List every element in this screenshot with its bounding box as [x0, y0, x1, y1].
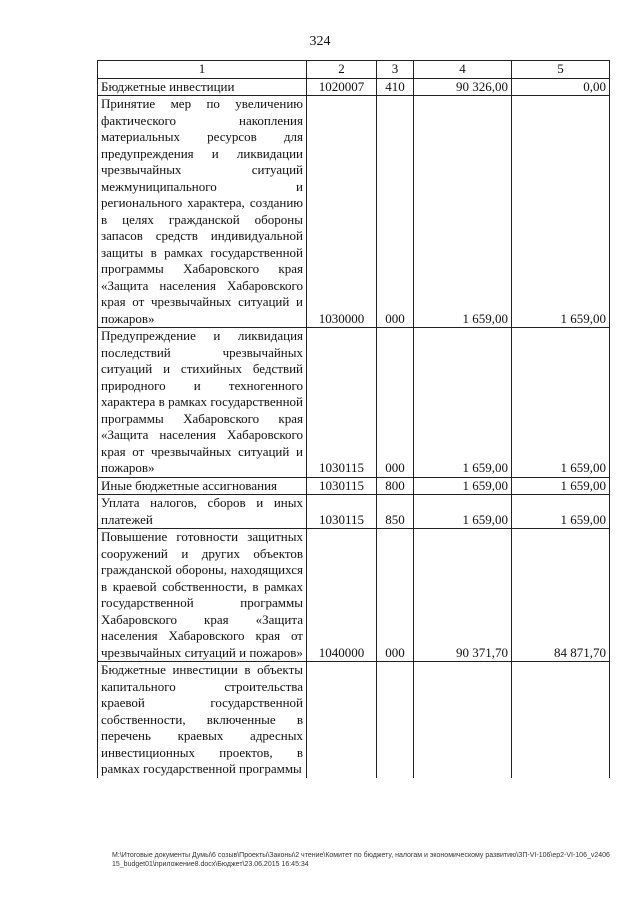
row-amount-2: 1 659,00	[512, 477, 610, 495]
row-code: 1040000	[307, 529, 377, 662]
row-amount-2	[512, 662, 610, 778]
row-type: 000	[377, 96, 414, 328]
row-name: Бюджетные инвестиции в объекты капитального строительства краевой государственной собственности, включенные в перечень краевых адресных инвестиционных проектов, в рамках государственной программы	[98, 662, 307, 778]
table-row	[98, 78, 610, 96]
row-code	[307, 662, 377, 778]
header-col-2: 2	[307, 61, 377, 79]
row-amount-2: 1 659,00	[512, 495, 610, 529]
table-header-row	[98, 61, 610, 79]
row-code: 1030115	[307, 328, 377, 478]
row-type: 410	[377, 78, 414, 96]
table-row	[98, 495, 610, 529]
row-name: Предупреждение и ликвидация последствий чрезвычайных ситуаций и стихийных бедствий природного и техногенного характера в рамках государственной программы Хабаровского края «Защита населения Хабаровского края от чрезвычайных ситуаций и пожаров»	[98, 328, 307, 478]
row-type: 000	[377, 328, 414, 478]
row-amount-1: 1 659,00	[414, 495, 512, 529]
row-type: 800	[377, 477, 414, 495]
row-amount-2: 1 659,00	[512, 96, 610, 328]
row-code: 1030115	[307, 477, 377, 495]
row-amount-2: 1 659,00	[512, 328, 610, 478]
page-number: 324	[309, 34, 331, 49]
row-name: Принятие мер по увеличению фактического накопления материальных ресурсов для предупреждения и ликвидации чрезвычайных ситуаций межмуниципального и регионального характера, созданию в целях гражданской обороны запасов средств индивидуальной защиты в рамках государственной программы Хабаровского края «Защита населения Хабаровского края от чрезвычайных ситуаций и пожаров»	[98, 96, 307, 328]
row-amount-1: 1 659,00	[414, 477, 512, 495]
budget-table	[97, 60, 610, 778]
table-row	[98, 662, 610, 778]
row-type: 000	[377, 529, 414, 662]
header-col-4: 4	[414, 61, 512, 79]
row-code: 1030115	[307, 495, 377, 529]
table-row	[98, 96, 610, 328]
row-name: Бюджетные инвестиции	[98, 78, 307, 96]
row-type: 850	[377, 495, 414, 529]
header-col-3: 3	[377, 61, 414, 79]
row-name: Иные бюджетные ассигнования	[98, 477, 307, 495]
table-row	[98, 477, 610, 495]
row-amount-1: 90 371,70	[414, 529, 512, 662]
row-amount-1: 1 659,00	[414, 328, 512, 478]
row-name: Повышение готовности защитных сооружений и других объектов гражданской обороны, находящихся в краевой собственности, в рамках государственной программы Хабаровского края «Защита населения Хабаровского края от чрезвычайных ситуаций и пожаров»	[98, 529, 307, 662]
row-amount-1: 1 659,00	[414, 96, 512, 328]
row-code: 1030000	[307, 96, 377, 328]
header-col-5: 5	[512, 61, 610, 79]
row-type	[377, 662, 414, 778]
row-amount-1: 90 326,00	[414, 78, 512, 96]
row-code: 1020007	[307, 78, 377, 96]
row-amount-1	[414, 662, 512, 778]
row-amount-2: 0,00	[512, 78, 610, 96]
row-amount-2: 84 871,70	[512, 529, 610, 662]
file-path-footer: M:\Итоговые документы Думы\6 созыв\Проекты\Законы\2 чтение\Комитет по бюджету, налогам и экономическому развитию\ЗП-VI-106\ер2-VI-106_v240615_budget01\приложение8.docx\Бюджет\23.06.2015 16:45:34	[112, 852, 610, 868]
table-row	[98, 529, 610, 662]
table-row	[98, 328, 610, 478]
row-name: Уплата налогов, сборов и иных платежей	[98, 495, 307, 529]
header-col-1: 1	[98, 61, 307, 79]
